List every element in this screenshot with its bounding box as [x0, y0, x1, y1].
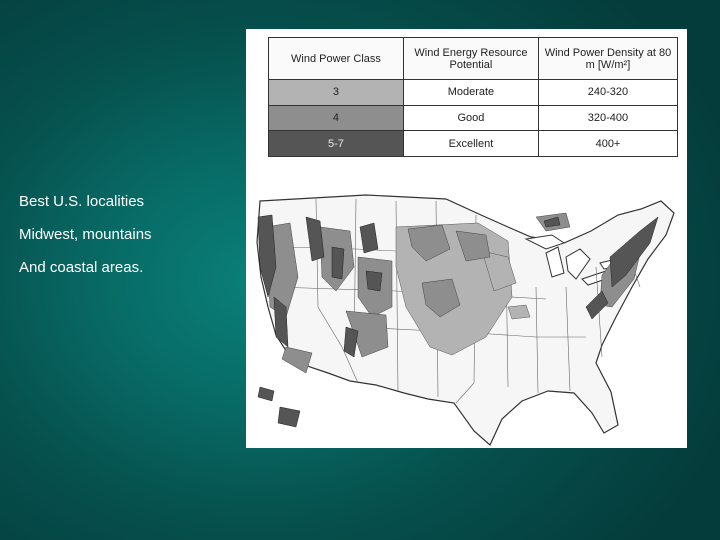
- header-wind-power-class: Wind Power Class: [269, 38, 404, 80]
- legend-potential-cell: Moderate: [403, 80, 538, 106]
- legend-row-class-4: [269, 105, 678, 131]
- legend-class-cell: 3: [269, 80, 404, 106]
- slide-text: [19, 192, 229, 291]
- header-resource-potential: Wind Energy Resource Potential: [403, 38, 538, 80]
- legend-density-cell: 320-400: [538, 105, 677, 131]
- legend-potential-cell: Good: [403, 105, 538, 131]
- legend-class-cell: 5-7: [269, 131, 404, 157]
- legend-row-class-5-7: [269, 131, 678, 157]
- wind-resource-figure: [246, 29, 687, 448]
- legend-potential-cell: Excellent: [403, 131, 538, 157]
- legend-density-cell: 400+: [538, 131, 677, 157]
- text-line-midwest: Midwest, mountains: [19, 226, 152, 243]
- legend-row-class-3: [269, 80, 678, 106]
- header-power-density: Wind Power Density at 80 m [W/m²]: [538, 38, 677, 80]
- wind-class-legend-table: [268, 37, 678, 157]
- us-wind-resource-map: [246, 187, 687, 448]
- legend-header-row: [269, 38, 678, 80]
- legend-class-cell: 4: [269, 105, 404, 131]
- legend-density-cell: 240-320: [538, 80, 677, 106]
- text-line-localities: Best U.S. localities: [19, 193, 145, 210]
- text-line-coastal: And coastal areas.: [19, 259, 144, 276]
